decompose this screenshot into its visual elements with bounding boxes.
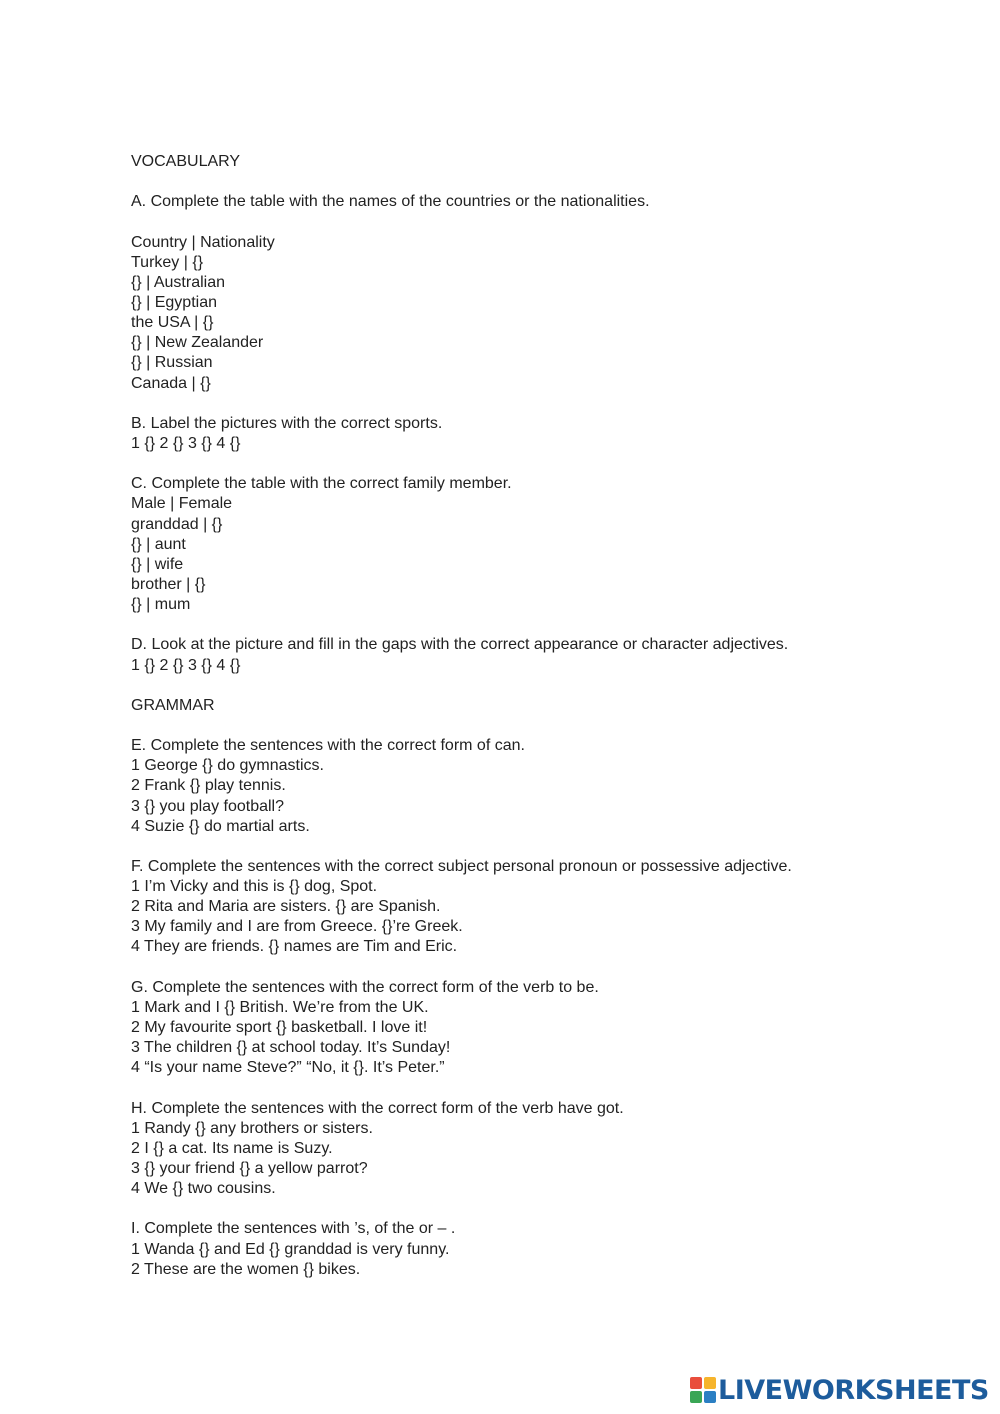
text-line: 2 My favourite sport {} basketball. I love it! [131,1019,428,1037]
text-line: brother | {} [131,575,206,593]
text-line: I. Complete the sentences with ’s, of the or – . [131,1220,456,1238]
blank-line [131,615,971,635]
blank-line [131,212,971,232]
logo-square-yellow [704,1377,716,1389]
text-line: 4 We {} two cousins. [131,1180,276,1198]
text-line: 3 {} your friend {} a yellow parrot? [131,1160,368,1178]
logo-square-green [690,1391,702,1403]
logo-square-blue [704,1391,716,1403]
text-line: D. Look at the picture and fill in the gaps with the correct appearance or character adjectives. [131,636,789,654]
blank-line [131,172,971,192]
text-line: the USA | {} [131,314,214,332]
text-line: 3 My family and I are from Greece. {}’re Greek. [131,918,463,936]
logo-square-red [690,1377,702,1389]
text-line: {} | wife [131,555,184,573]
text-line: A. Complete the table with the names of the countries or the nationalities. [131,193,650,211]
text-line: {} | Egyptian [131,293,217,311]
text-line: {} | aunt [131,535,186,553]
text-line: 1 Wanda {} and Ed {} granddad is very funny. [131,1240,450,1258]
text-line: {} | New Zealander [131,334,264,352]
text-line: F. Complete the sentences with the correct subject personal pronoun or possessive adjective. [131,857,792,875]
worksheet-body [131,152,971,1280]
text-line: {} | Australian [131,273,225,291]
text-line: 2 Rita and Maria are sisters. {} are Spanish. [131,898,441,916]
text-line: 1 {} 2 {} 3 {} 4 {} [131,656,241,674]
text-line: H. Complete the sentences with the correct form of the verb have got. [131,1099,624,1117]
blank-line [131,1199,971,1219]
text-line: VOCABULARY [131,153,241,170]
text-line: granddad | {} [131,515,223,533]
watermark-text: LIVEWORKSHEETS [718,1374,989,1406]
text-line: 2 Frank {} play tennis. [131,777,286,795]
text-line: Turkey | {} [131,253,204,271]
text-line: Country | Nationality [131,233,275,251]
text-line: {} | mum [131,596,191,614]
text-line: Canada | {} [131,374,211,392]
liveworksheets-logo-icon [690,1377,716,1403]
text-line: B. Label the pictures with the correct sports. [131,414,443,432]
text-line: 1 {} 2 {} 3 {} 4 {} [131,434,241,452]
text-line: E. Complete the sentences with the correct form of can. [131,737,525,755]
text-line: 3 The children {} at school today. It’s Sunday! [131,1039,451,1057]
text-line: 1 Randy {} any brothers or sisters. [131,1119,373,1137]
text-line: 1 I’m Vicky and this is {} dog, Spot. [131,878,378,896]
text-line: 4 Suzie {} do martial arts. [131,817,310,835]
text-line: 1 George {} do gymnastics. [131,757,324,775]
blank-line [131,454,971,474]
text-line: 1 Mark and I {} British. We’re from the UK. [131,998,429,1016]
text-line: C. Complete the table with the correct family member. [131,475,512,493]
blank-line [131,1078,971,1098]
blank-line [131,394,971,414]
blank-line [131,716,971,736]
text-line: 2 These are the women {} bikes. [131,1260,361,1278]
text-line: 4 “Is your name Steve?” “No, it {}. It’s Peter.” [131,1059,445,1077]
text-line: 3 {} you play football? [131,797,285,815]
blank-line [131,958,971,978]
text-line: 2 I {} a cat. Its name is Suzy. [131,1139,333,1157]
liveworksheets-watermark [690,1374,989,1406]
text-line: GRAMMAR [131,696,215,714]
text-line: {} | Russian [131,354,213,372]
text-line: G. Complete the sentences with the correct form of the verb to be. [131,978,599,996]
blank-line [131,837,971,857]
text-line: Male | Female [131,495,233,513]
blank-line [131,676,971,696]
text-line: 4 They are friends. {} names are Tim and Eric. [131,938,458,956]
